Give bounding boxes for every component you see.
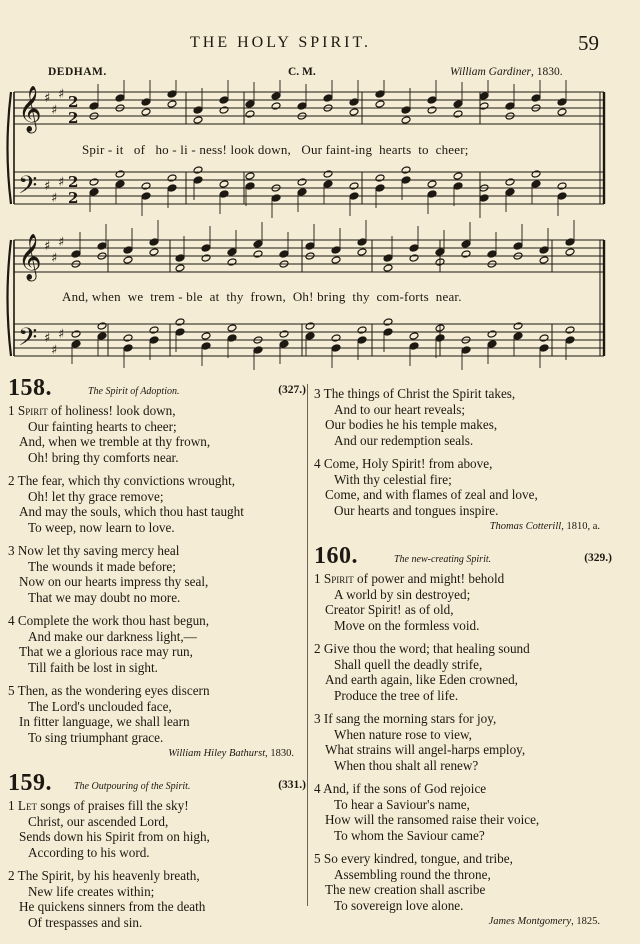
bass-staff [14,172,604,204]
note-head [279,330,289,338]
stanza-159-4: 4 Come, Holy Spirit! from above, With thy celestial fire; Come, and with flames of zeal and love, Our hearts and tongues inspire. [314,456,538,518]
stanza-158-2: 2 The fear, which thy convictions wrought, Oh! let thy grace remove; And may the souls, which thou hast taught To weep, now learn to love. [8,473,244,535]
note-head [97,242,107,250]
note-head [479,194,489,202]
note-head [409,332,419,340]
note-head [115,170,125,178]
note-head [453,172,463,180]
note-head [349,108,359,116]
note-head [279,250,289,258]
note-head [201,244,211,252]
note-head [123,344,133,352]
note-head [193,166,203,174]
note-head [97,322,107,330]
note-head [71,250,81,258]
note-head [479,92,489,100]
time-signature: 2 [68,189,79,207]
note-head [71,340,81,348]
tune-info [0,66,640,80]
page-number: 59 [578,31,599,55]
hymn-number: 159. [8,770,52,796]
treble-staff [14,92,604,124]
note-head [89,102,99,110]
note-head [149,326,159,334]
note-head [557,108,567,116]
note-head [253,250,263,258]
hymn-158-author: William Hiley Bathurst, 1830. [168,748,294,759]
note-head [409,244,419,252]
note-head [227,248,237,256]
sharp-icon: ♯ [51,251,58,266]
sharp-icon: ♯ [44,91,51,106]
note-head [193,176,203,184]
music-score [0,80,640,370]
tune-name: DEDHAM. [48,66,107,78]
running-title: THE HOLY SPIRIT. [190,34,372,51]
hymn-number: 160. [314,543,358,569]
note-head [505,178,515,186]
note-head [349,192,359,200]
note-head [539,344,549,352]
note-head [557,182,567,190]
note-head [245,100,255,108]
note-head [383,264,393,272]
note-head [141,182,151,190]
note-head [357,248,367,256]
stanza-158-1: 1 Spirit of holiness! look down, Our fainting hearts to cheer; And, when we tremble at thy frown, Oh! bring thy comforts near. [8,403,211,465]
note-head [227,324,237,332]
stanza-160-5: 5 So every kindred, tongue, and tribe, Assembling round the throne, The new creation shall ascribe To sovereign love alone. [314,851,513,913]
bass-clef-icon: 𝄢 [18,171,38,206]
note-head [141,108,151,116]
note-head [461,240,471,248]
note-head [141,98,151,106]
stanza-158-4: 4 Complete the work thou hast begun, And make our darkness light,— That we a glorious race may run, Till faith be lost in sight. [8,613,210,675]
note-head [375,174,385,182]
note-head [245,110,255,118]
note-head [115,94,125,102]
note-head [539,246,549,254]
note-head [175,318,185,326]
note-head [323,170,333,178]
note-head [149,336,159,344]
note-head [427,106,437,114]
hymn-subject: The new-creating Spirit. [394,554,492,565]
tune-composer: William Gardiner, 1830. [450,66,563,78]
note-head [115,180,125,188]
note-head [565,238,575,246]
note-head [245,182,255,190]
sharp-icon: ♯ [51,103,58,118]
note-head [201,254,211,262]
note-head [271,92,281,100]
sharp-icon: ♯ [58,87,65,102]
hymn-subject: The Spirit of Adoption. [88,386,180,397]
note-head [175,254,185,262]
note-head [89,178,99,186]
tune-meter: C. M. [288,66,316,78]
note-head [219,190,229,198]
note-head [357,326,367,334]
hymn-160-heading [314,543,612,571]
stanza-160-4: 4 And, if the sons of God rejoice To hear a Saviour's name, How will the ransomed raise their voice, To whom the Saviour came? [314,781,540,843]
note-head [253,240,263,248]
note-head [453,182,463,190]
note-head [167,184,177,192]
stanza-159-1: 1 Let songs of praises fill the sky! Christ, our ascended Lord, Sends down his Spirit from on high, According to his word. [8,798,210,860]
note-head [401,116,411,124]
note-head [513,242,523,250]
lyric-line-1: Spir - it of ho - li - ness! look down, Our faint-ing hearts to cheer; [82,142,469,157]
note-head [435,334,445,342]
note-head [375,90,385,98]
left-column [8,375,306,938]
hymn-159-author: Thomas Cotterill, 1810, a. [489,521,600,532]
note-head [323,180,333,188]
note-head [227,258,237,266]
note-head [305,332,315,340]
note-head [227,334,237,342]
note-head [167,174,177,182]
note-head [193,106,203,114]
note-head [357,238,367,246]
note-head [149,248,159,256]
note-head [349,98,359,106]
stanza-159-2: 2 The Spirit, by his heavenly breath, New life creates within; He quickens sinners from the death Of trespasses and sin. [8,868,206,930]
note-head [349,182,359,190]
note-head [383,254,393,262]
note-head [331,246,341,254]
note-head [279,340,289,348]
right-column [314,386,612,938]
time-signature: 2 [68,93,79,111]
note-head [427,190,437,198]
note-head [435,248,445,256]
note-head [531,170,541,178]
time-signature: 2 [68,109,79,127]
stanza-160-2: 2 Give thou the word; that healing sound Shall quell the deadly strife, And earth again, like Eden crowned, Produce the tree of life. [314,641,530,703]
note-head [123,246,133,254]
note-head [141,192,151,200]
stanza-160-3: 3 If sang the morning stars for joy, When nature rose to view, What strains will angel-harps employ, When thou shalt all renew? [314,711,526,773]
note-head [149,238,159,246]
note-head [219,96,229,104]
hymn-158-heading [8,375,306,403]
note-head [323,94,333,102]
note-head [461,346,471,354]
sharp-icon: ♯ [58,175,65,190]
note-head [539,256,549,264]
bass-clef-icon: 𝄢 [18,323,38,358]
treble-clef-icon: 𝄞 [18,86,42,132]
note-head [487,250,497,258]
sharp-icon: ♯ [58,235,65,250]
note-head [505,102,515,110]
stanza-159-3: 3 The things of Christ the Spirit takes, And to our heart reveals; Our bodies he his temple makes, And our redemption seals. [314,386,516,448]
note-head [409,254,419,262]
note-head [201,332,211,340]
note-head [201,342,211,350]
note-head [331,256,341,264]
note-head [487,330,497,338]
note-head [409,342,419,350]
sharp-icon: ♯ [58,327,65,342]
note-head [557,98,567,106]
sharp-icon: ♯ [44,179,51,194]
sharp-icon: ♯ [44,239,51,254]
note-head [479,102,489,110]
note-head [175,264,185,272]
hymn-159-heading [8,770,306,798]
sharp-icon: ♯ [44,331,51,346]
note-head [305,322,315,330]
note-head [305,242,315,250]
note-head [357,336,367,344]
note-head [565,248,575,256]
note-head [401,176,411,184]
hymn-subject: The Outpouring of the Spirit. [74,781,191,792]
note-head [89,188,99,196]
note-head [383,318,393,326]
note-head [167,90,177,98]
note-head [427,96,437,104]
hymn-reference: (331.) [278,779,306,791]
note-head [505,188,515,196]
note-head [123,334,133,342]
hymn-number: 158. [8,375,52,401]
note-head [539,334,549,342]
treble-clef-icon: 𝄞 [18,234,42,280]
note-head [565,336,575,344]
note-head [427,180,437,188]
note-head [271,194,281,202]
stanza-158-5: 5 Then, as the wondering eyes discern The Lord's unclouded face, In fitter language, we shall learn To sing triumphant grace. [8,683,210,745]
column-divider [307,384,308,906]
note-head [245,172,255,180]
stanza-158-3: 3 Now let thy saving mercy heal The wounds it made before; Now on our hearts impress thy seal, That we may doubt no more. [8,543,209,605]
note-head [271,102,281,110]
hymn-reference: (329.) [584,552,612,564]
hymn-reference: (327.) [278,384,306,396]
note-head [383,328,393,336]
note-head [531,180,541,188]
note-head [331,334,341,342]
time-signature: 2 [68,173,79,191]
stanza-160-1: 1 Spirit of power and might! behold A world by sin destroyed; Creator Spirit! as of old, Move on the formless void. [314,571,505,633]
note-head [219,180,229,188]
note-head [167,100,177,108]
note-head [565,326,575,334]
note-head [487,340,497,348]
note-head [375,184,385,192]
note-head [401,106,411,114]
note-head [375,100,385,108]
note-head [175,328,185,336]
note-head [193,116,203,124]
note-head [123,256,133,264]
note-head [297,178,307,186]
note-head [453,100,463,108]
note-head [97,332,107,340]
note-head [513,322,523,330]
note-head [219,106,229,114]
note-head [71,330,81,338]
lyric-line-2: And, when we trem - ble at thy frown, Oh! bring thy com-forts near. [62,289,462,304]
note-head [297,102,307,110]
note-head [513,332,523,340]
hymn-160-author: James Montgomery, 1825. [488,916,600,927]
note-head [461,250,471,258]
note-head [401,166,411,174]
note-head [297,188,307,196]
sharp-icon: ♯ [51,191,58,206]
note-head [253,346,263,354]
sharp-icon: ♯ [51,343,58,358]
note-head [557,192,567,200]
page-header [0,31,640,58]
note-head [331,344,341,352]
note-head [453,110,463,118]
note-head [531,94,541,102]
